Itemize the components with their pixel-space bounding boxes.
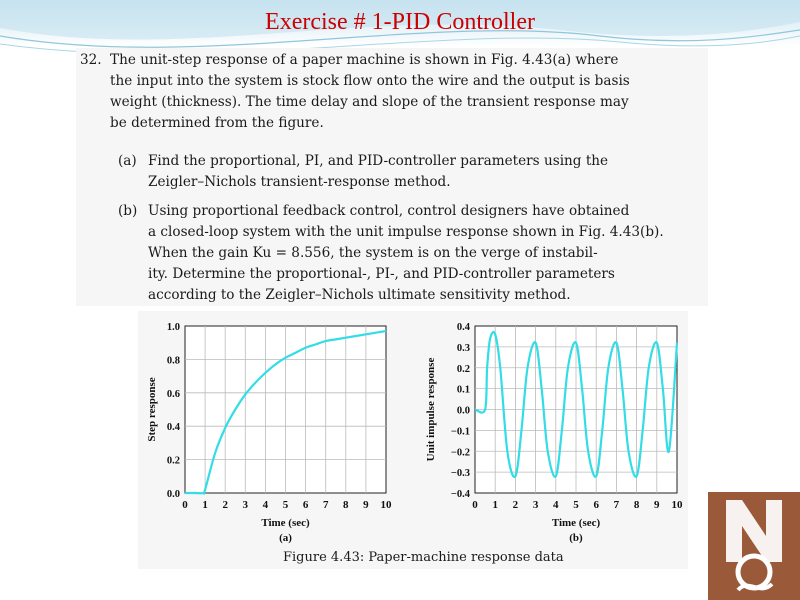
y-tick-label: 0.2 xyxy=(456,363,470,375)
panel-label: (b) xyxy=(569,532,583,544)
x-tick-label: 7 xyxy=(322,499,329,511)
y-tick-label: 0.8 xyxy=(166,355,180,367)
x-tick-label: 0 xyxy=(182,499,188,511)
problem-line: the input into the system is stock flow onto the wire and the output is basis xyxy=(110,73,630,89)
x-tick-label: 4 xyxy=(262,499,269,511)
y-tick-label: 1.0 xyxy=(166,322,180,333)
problem-line: weight (thickness). The time delay and slope of the transient response may xyxy=(110,94,629,110)
y-tick-label: 0.0 xyxy=(166,489,180,500)
x-axis-label: Time (sec) xyxy=(551,517,601,529)
y-tick-label: 0.4 xyxy=(456,322,470,333)
x-tick-label: 7 xyxy=(613,499,620,511)
x-tick-label: 9 xyxy=(654,499,660,511)
x-tick-label: 4 xyxy=(553,499,559,511)
y-tick-label: 0.6 xyxy=(166,388,180,400)
x-tick-label: 2 xyxy=(222,499,228,511)
x-tick-label: 8 xyxy=(633,499,640,511)
x-tick-label: 5 xyxy=(573,499,579,511)
x-tick-label: 0 xyxy=(472,499,478,511)
x-tick-label: 1 xyxy=(202,499,208,511)
problem-line: be determined from the figure. xyxy=(110,115,324,131)
x-tick-label: 9 xyxy=(363,499,369,511)
x-tick-label: 10 xyxy=(671,499,683,511)
y-tick-label: −0.2 xyxy=(450,447,470,459)
y-axis-label: Step response xyxy=(146,377,158,442)
problem-number: 32. xyxy=(80,52,102,68)
part-b-label: (b) xyxy=(118,203,138,219)
y-tick-label: 0.4 xyxy=(166,422,180,434)
y-tick-label: 0.2 xyxy=(166,455,180,467)
panel-label: (a) xyxy=(279,532,292,544)
part-a-line: Find the proportional, PI, and PID-controller parameters using the xyxy=(148,153,609,169)
x-tick-label: 3 xyxy=(242,499,249,511)
y-tick-label: −0.4 xyxy=(450,489,470,500)
x-axis-label: Time (sec) xyxy=(261,517,310,529)
y-axis-label: Unit impulse response xyxy=(425,357,437,462)
part-a-line: Zeigler–Nichols transient-response method. xyxy=(148,174,451,190)
slide-title: Exercise # 1-PID Controller xyxy=(265,9,535,35)
figure-caption: Figure 4.43: Paper-machine response data xyxy=(283,550,564,565)
x-tick-label: 5 xyxy=(282,499,289,511)
y-tick-label: 0.3 xyxy=(456,342,470,354)
university-logo-icon xyxy=(708,492,800,600)
part-b-line: Using proportional feedback control, control designers have obtained xyxy=(148,203,630,219)
x-tick-label: 10 xyxy=(380,499,392,511)
y-tick-label: −0.3 xyxy=(450,468,470,480)
x-tick-label: 6 xyxy=(302,499,309,511)
y-tick-label: −0.1 xyxy=(450,426,470,438)
part-b-line: a closed-loop system with the unit impulse response shown in Fig. 4.43(b). xyxy=(148,224,664,240)
x-tick-label: 3 xyxy=(532,499,539,511)
y-tick-label: 0.0 xyxy=(456,405,470,417)
y-tick-label: 0.1 xyxy=(456,384,470,396)
x-tick-label: 1 xyxy=(492,499,498,511)
x-tick-label: 6 xyxy=(593,499,599,511)
problem-line: The unit-step response of a paper machine is shown in Fig. 4.43(a) where xyxy=(110,52,619,68)
part-b-line: ity. Determine the proportional-, PI-, and PID-controller parameters xyxy=(148,266,615,282)
part-b-line: When the gain Ku = 8.556, the system is on the verge of instabil- xyxy=(148,245,598,261)
x-tick-label: 2 xyxy=(512,499,519,511)
part-a-label: (a) xyxy=(118,153,137,169)
x-tick-label: 8 xyxy=(343,499,349,511)
part-b-line: according to the Zeigler–Nichols ultimate sensitivity method. xyxy=(148,287,571,303)
